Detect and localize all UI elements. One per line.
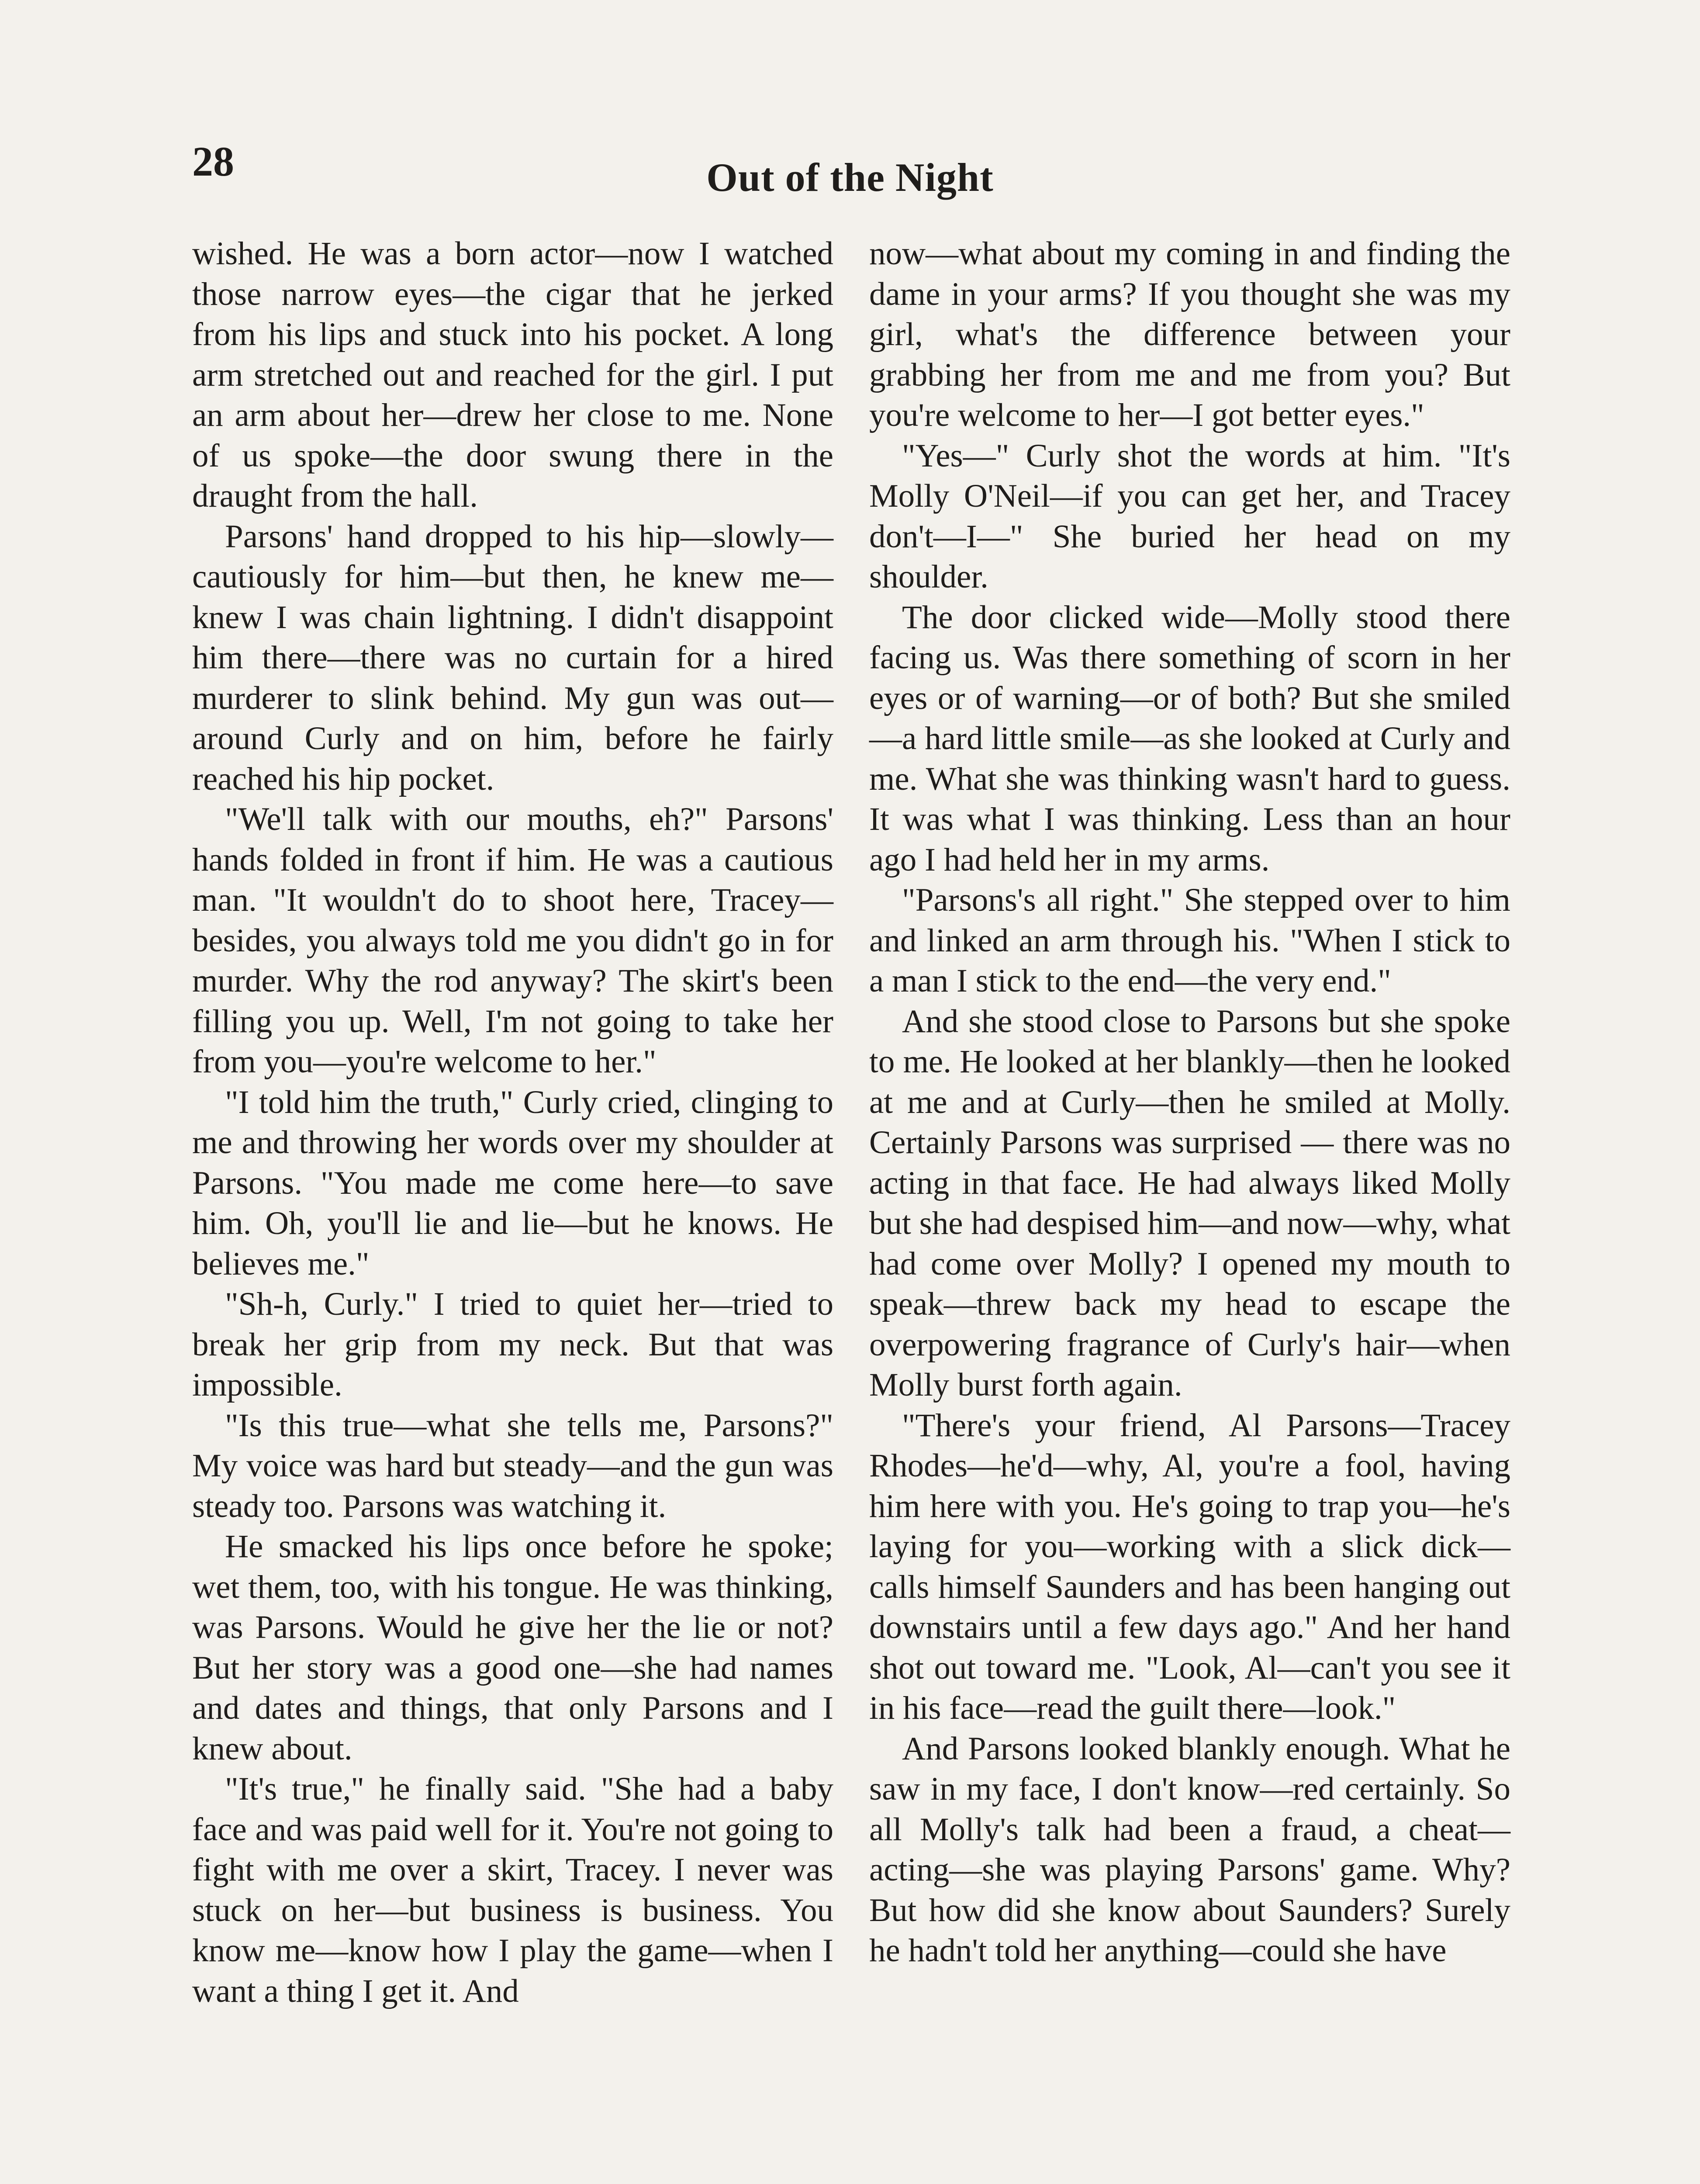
paragraph: now—what about my coming in and finding the dame in your arms? If you thought she was my girl, what's the difference between your grabbing her from me and me from you? But you're welcome to her—I got better eyes.": [869, 235, 1510, 433]
paragraph: And she stood close to Parsons but she spoke to me. He looked at her blankly—then he looked at me and at Curly—then he smiled at Molly. Certainly Parsons was surprised — there was no acting in that face. He had always liked Molly but she had despised him—and now—why, what had come over Molly? I opened my mouth to speak—threw back my head to escape the overpowering fragrance of Curly's hair—when Molly burst forth again.: [869, 1003, 1510, 1403]
paragraph: He smacked his lips once before he spoke; wet them, too, with his tongue. He was thinking, was Parsons. Would he give her the lie or not? But her story was a good one—she had names and dates and things, that only Parsons and I knew about.: [192, 1528, 833, 1767]
running-title: Out of the Night: [706, 155, 994, 200]
paragraph: wished. He was a born actor—now I watched those narrow eyes—the cigar that he jerked from his lips and stuck into his pocket. A long arm stretched out and reached for the girl. I put an arm about her—drew her close to me. None of us spoke—the door swung there in the draught from the hall.: [192, 235, 833, 514]
right-column: [869, 234, 1510, 1971]
paragraph: Parsons' hand dropped to his hip—slowly—cautiously for him—but then, he knew me—knew I was chain lightning. I didn't disappoint him there—there was no curtain for a hired murderer to slink behind. My gun was out—around Curly and on him, before he fairly reached his hip pocket.: [192, 518, 833, 797]
paragraph: And Parsons looked blankly enough. What he saw in my face, I don't know—red certainly. So all Molly's talk had been a fraud, a cheat—acting—she was playing Parsons' game. Why? But how did she know about Saunders? Surely he hadn't told her anything—could she have: [869, 1730, 1510, 1969]
paragraph: "Sh-h, Curly." I tried to quiet her—tried to break her grip from my neck. But that was impossible.: [192, 1286, 833, 1403]
paragraph: "Parsons's all right." She stepped over to him and linked an arm through his. "When I stick to a man I stick to the end—the very end.": [869, 882, 1510, 999]
paragraph: "I told him the truth," Curly cried, clinging to me and throwing her words over my shoulder at Parsons. "You made me come here—to save him. Oh, you'll lie and lie—but he knows. He believes me.": [192, 1084, 833, 1282]
paragraph: "Is this true—what she tells me, Parsons?" My voice was hard but steady—and the gun was steady too. Parsons was watching it.: [192, 1407, 833, 1524]
paragraph: "Yes—" Curly shot the words at him. "It's Molly O'Neil—if you can get her, and Tracey don't—I—" She buried her head on my shoulder.: [869, 437, 1510, 595]
paragraph: "It's true," he finally said. "She had a baby face and was paid well for it. You're not going to fight with me over a skirt, Tracey. I never was stuck on her—but business is business. You know me—know how I play the game—when I want a thing I get it. And: [192, 1771, 833, 2009]
left-column: [192, 234, 833, 2011]
page-number: 28: [192, 138, 234, 185]
paragraph: "We'll talk with our mouths, eh?" Parsons' hands folded in front if him. He was a cautious man. "It wouldn't do to shoot here, Tracey—besides, you always told me you didn't go in for murder. Why the rod anyway? The skirt's been filling you up. Well, I'm not going to take her from you—you're welcome to her.": [192, 801, 833, 1080]
paragraph: "There's your friend, Al Parsons—Tracey Rhodes—he'd—why, Al, you're a fool, having him here with you. He's going to trap you—he's laying for you—working with a slick dick—calls himself Saunders and has been hanging out downstairs until a few days ago." And her hand shot out toward me. "Look, Al—can't you see it in his face—read the guilt there—look.": [869, 1407, 1510, 1726]
paragraph: The door clicked wide—Molly stood there facing us. Was there something of scorn in her eyes or of warning—or of both? But she smiled—a hard little smile—as she looked at Curly and me. What she was thinking wasn't hard to guess. It was what I was thinking. Less than an hour ago I had held her in my arms.: [869, 599, 1510, 878]
